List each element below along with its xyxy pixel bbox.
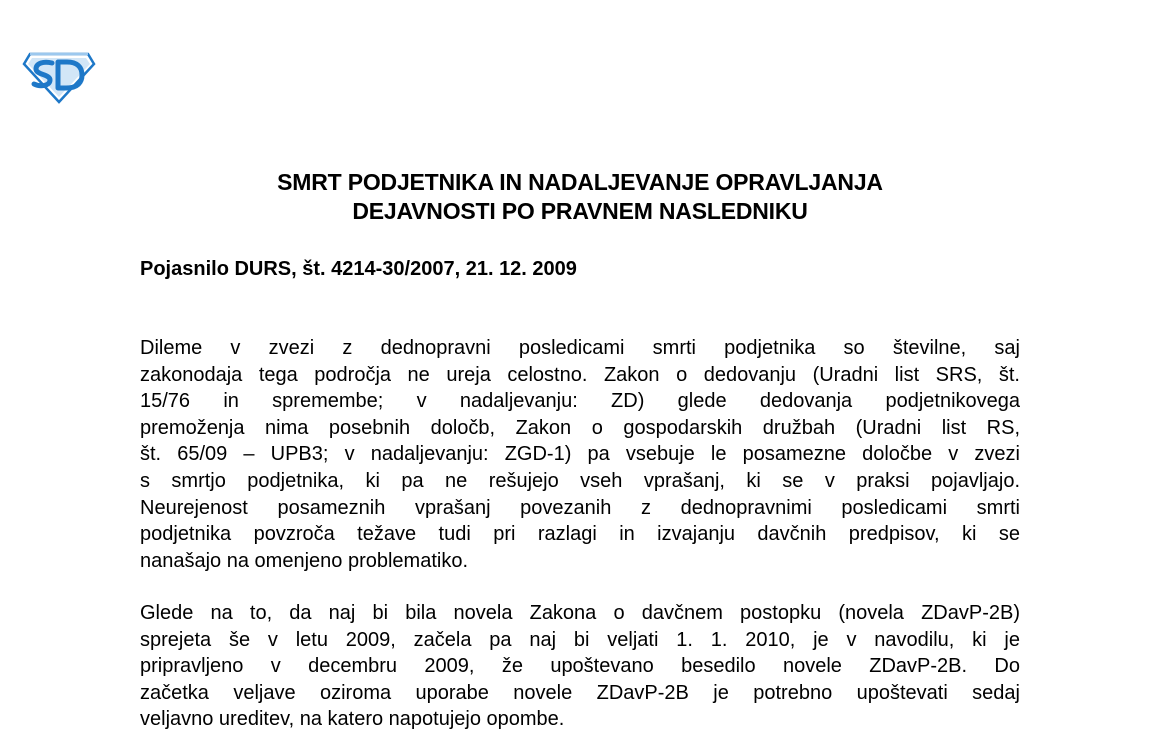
paragraph-2 — [140, 600, 1020, 733]
paragraph-line: s smrtjo podjetnika, ki pa ne rešujejo vseh vprašanj, ki se v praksi pojavljajo. — [140, 469, 1020, 492]
paragraph-line: zakonodaja tega področja ne ureja celostno. Zakon o dedovanju (Uradni list SRS, št. — [140, 363, 1020, 386]
title-line-1: SMRT PODJETNIKA IN NADALJEVANJE OPRAVLJANJA — [277, 169, 883, 195]
title-line-2: DEJAVNOSTI PO PRAVNEM NASLEDNIKU — [352, 198, 808, 224]
reference-line: Pojasnilo DURS, št. 4214-30/2007, 21. 12. 2009 — [140, 258, 577, 280]
paragraph-line: začetka veljave oziroma uporabe novele ZDavP-2B je potrebno upoštevati sedaj — [140, 681, 1020, 704]
paragraph-line: veljavno ureditev, na katero napotujejo opombe. — [140, 708, 565, 731]
paragraph-line: sprejeta še v letu 2009, začela pa naj bi veljati 1. 1. 2010, je v navodilu, ki je — [140, 628, 1020, 651]
sd-logo-icon — [22, 50, 96, 104]
paragraph-line: Dileme v zvezi z dednopravni posledicami smrti podjetnika so številne, saj — [140, 337, 1020, 359]
paragraph-line: nanašajo na omenjeno problematiko. — [140, 549, 468, 572]
paragraph-line: Glede na to, da naj bi bila novela Zakona o davčnem postopku (novela ZDavP-2B) — [140, 602, 1020, 624]
paragraph-line: premoženja nima posebnih določb, Zakon o gospodarskih družbah (Uradni list RS, — [140, 416, 1020, 439]
paragraph-line: podjetnika povzroča težave tudi pri razlagi in izvajanju davčnih predpisov, ki se — [140, 523, 1020, 546]
paragraph-line: pripravljeno v decembru 2009, že upoštevano besedilo novele ZDavP-2B. Do — [140, 655, 1020, 678]
paragraph-1 — [140, 335, 1020, 574]
paragraph-line: št. 65/09 – UPB3; v nadaljevanju: ZGD-1) pa vsebuje le posamezne določbe v zvezi — [140, 443, 1020, 466]
paragraph-line: Neurejenost posameznih vprašanj povezanih z dednopravnimi posledicami smrti — [140, 496, 1020, 519]
paragraph-line: 15/76 in spremembe; v nadaljevanju: ZD) glede dedovanja podjetnikovega — [140, 390, 1020, 413]
document-title — [140, 168, 1020, 226]
